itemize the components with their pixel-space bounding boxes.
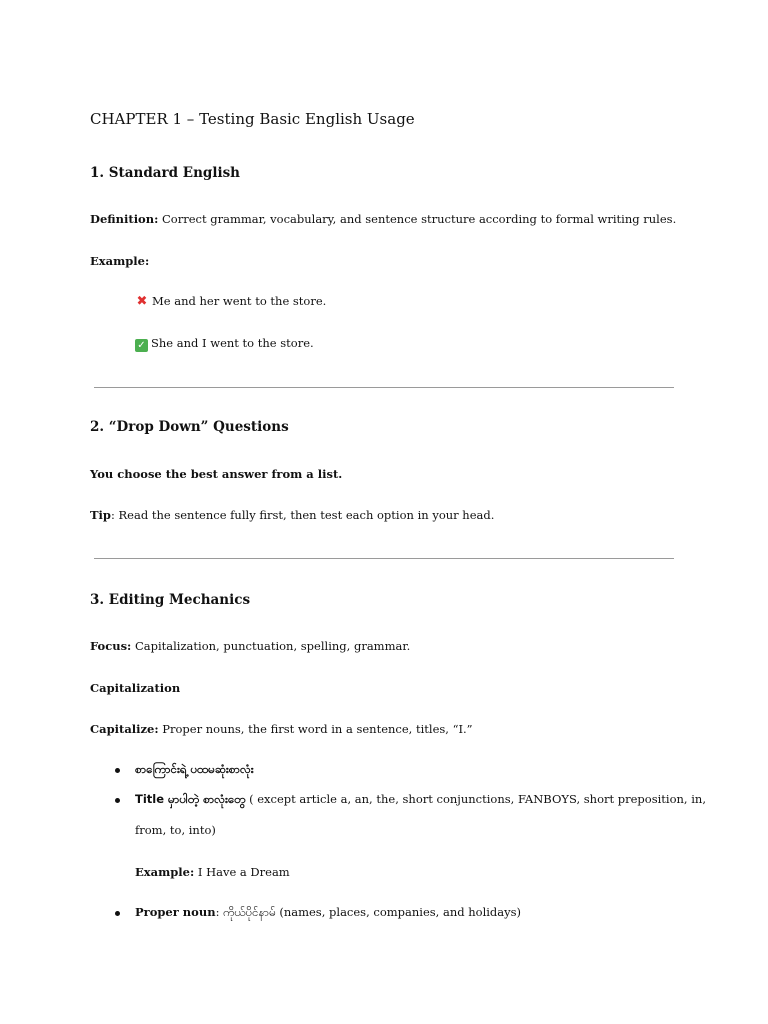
chapter-title: CHAPTER 1 – Testing Basic English Usage [90, 110, 415, 128]
definition-paragraph [90, 212, 676, 226]
cross-mark-icon: ✖ [136, 294, 148, 309]
bullet-proper-noun [135, 905, 521, 922]
capitalize-label: Capitalize: [90, 722, 159, 736]
section-divider [94, 558, 674, 559]
wrong-example-text: Me and her went to the store. [152, 294, 327, 308]
right-example-text: She and I went to the store. [151, 336, 314, 350]
bullet-title-words-text: ( except article a, an, the, short conjunctions, FANBOYS, short preposition, in, [245, 792, 706, 806]
bullet-title-words-continued: from, to, into) [135, 823, 216, 837]
bullet-dot [115, 911, 120, 916]
section-heading-editing-mechanics: 3. Editing Mechanics [90, 592, 251, 608]
section-heading-drop-down: 2. “Drop Down” Questions [90, 419, 289, 435]
capitalize-text: Proper nouns, the first word in a sentence, titles, “I.” [158, 722, 473, 736]
title-example-paragraph [135, 865, 290, 879]
focus-text: Capitalization, punctuation, spelling, grammar. [131, 639, 411, 653]
section-divider [94, 387, 674, 388]
bullet-title-words-label: Title မှာပါတဲ့ စာလုံးတွေ [135, 792, 246, 806]
title-example-label: Example: [135, 865, 195, 879]
drop-down-intro: You choose the best answer from a list. [90, 467, 343, 481]
check-mark-icon: ✓ [135, 339, 148, 352]
bullet-first-word: စာကြောင်းရဲ့ ပထမဆုံးစာလုံး [135, 762, 254, 776]
title-example-text: I Have a Dream [194, 865, 290, 879]
tip-text: : Read the sentence fully first, then test each option in your head. [110, 508, 495, 522]
bullet-dot [115, 768, 120, 773]
bullet-proper-noun-text: : ကိုယ်ပိုင်နာမ် (names, places, companies, and holidays) [215, 905, 522, 919]
bullet-dot [115, 798, 120, 803]
capitalize-paragraph [90, 722, 473, 736]
bullet-proper-noun-label: Proper noun [135, 905, 216, 919]
tip-paragraph [90, 508, 494, 522]
tip-label: Tip [90, 508, 111, 522]
right-example [135, 336, 314, 352]
example-label: Example: [90, 254, 150, 268]
definition-text: Correct grammar, vocabulary, and sentence structure according to formal writing rules. [158, 212, 677, 226]
focus-paragraph [90, 639, 410, 653]
wrong-example [135, 294, 326, 309]
focus-label: Focus: [90, 639, 132, 653]
section-heading-standard-english: 1. Standard English [90, 165, 240, 181]
capitalization-subheading: Capitalization [90, 681, 181, 695]
bullet-title-words [135, 792, 706, 809]
definition-label: Definition: [90, 212, 159, 226]
